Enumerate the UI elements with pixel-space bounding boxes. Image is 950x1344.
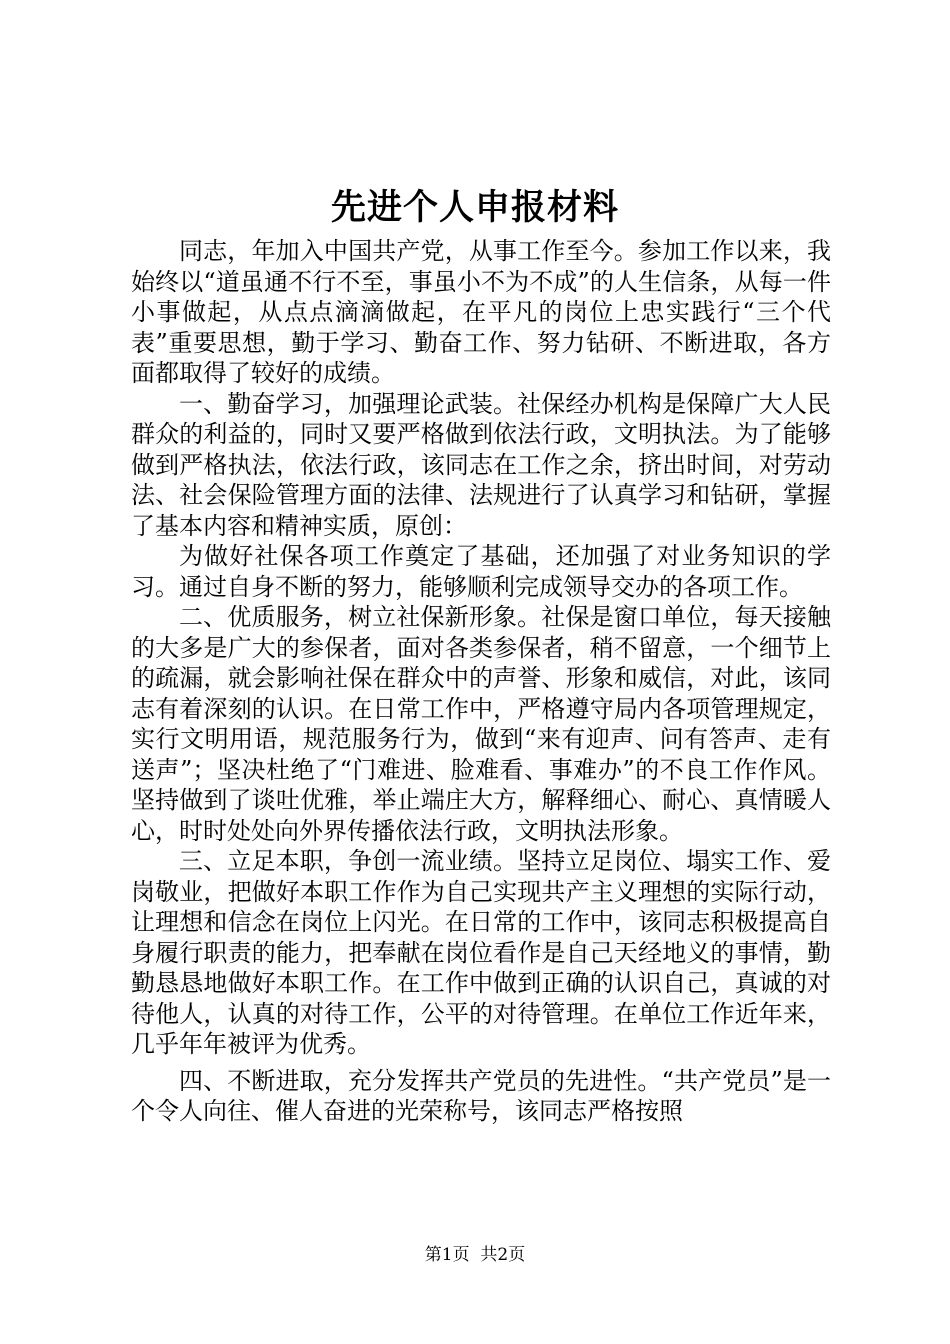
document-body: [131, 236, 831, 1127]
paragraph-service: 二、优质服务，树立社保新形象。社保是窗口单位，每天接触的大多是广大的参保者，面对各类参保者，稍不留意，一个细节上的疏漏，就会影响社保在群众中的声誉、形象和威信，对此，该同志有着深刻的认识。在日常工作中，严格遵守局内各项管理规定，实行文明用语，规范服务行为，做到“来有迎声、问有答声、走有送声”；坚决杜绝了“门难进、脸难看、事难办”的不良工作作风。坚持做到了谈吐优雅，举止端庄大方，解释细心、耐心、真情暖人心，时时处处向外界传播依法行政，文明执法形象。: [131, 603, 831, 845]
paragraph-study-continued: 为做好社保各项工作奠定了基础，还加强了对业务知识的学习。通过自身不断的努力，能够顺利完成领导交办的各项工作。: [131, 542, 831, 601]
paragraph-intro: 同志，年加入中国共产党，从事工作至今。参加工作以来，我始终以“道虽通不行不至，事虽小不为不成”的人生信条，从每一件小事做起，从点点滴滴做起，在平凡的岗位上忠实践行“三个代表”重要思想，勤于学习、勤奋工作、努力钻研、不断进取，各方面都取得了较好的成绩。: [131, 237, 831, 387]
paragraph-progress: 四、不断进取，充分发挥共产党员的先进性。“共产党员”是一个令人向往、催人奋进的光荣称号，该同志严格按照: [131, 1066, 831, 1125]
page-footer: 第1页 共2页: [424, 1245, 526, 1265]
paragraph-performance: 三、立足本职，争创一流业绩。坚持立足岗位、塌实工作、爱岗敬业，把做好本职工作作为自己实现共产主义理想的实际行动，让理想和信念在岗位上闪光。在日常的工作中，该同志积极提高自身履行职责的能力，把奉献在岗位看作是自己天经地义的事情，勤勤恳恳地做好本职工作。在工作中做到正确的认识自己，真诚的对待他人，认真的对待工作，公平的对待管理。在单位工作近年来，几乎年年被评为优秀。: [131, 847, 831, 1058]
paragraph-study: 一、勤奋学习，加强理论武装。社保经办机构是保障广大人民群众的利益的，同时又要严格做到依法行政，文明执法。为了能够做到严格执法，依法行政，该同志在工作之余，挤出时间，对劳动法、社会保险管理方面的法律、法规进行了认真学习和钻研，掌握了基本内容和精神实质，原创：: [131, 389, 831, 540]
page-title: 先进个人申报材料: [330, 187, 619, 228]
